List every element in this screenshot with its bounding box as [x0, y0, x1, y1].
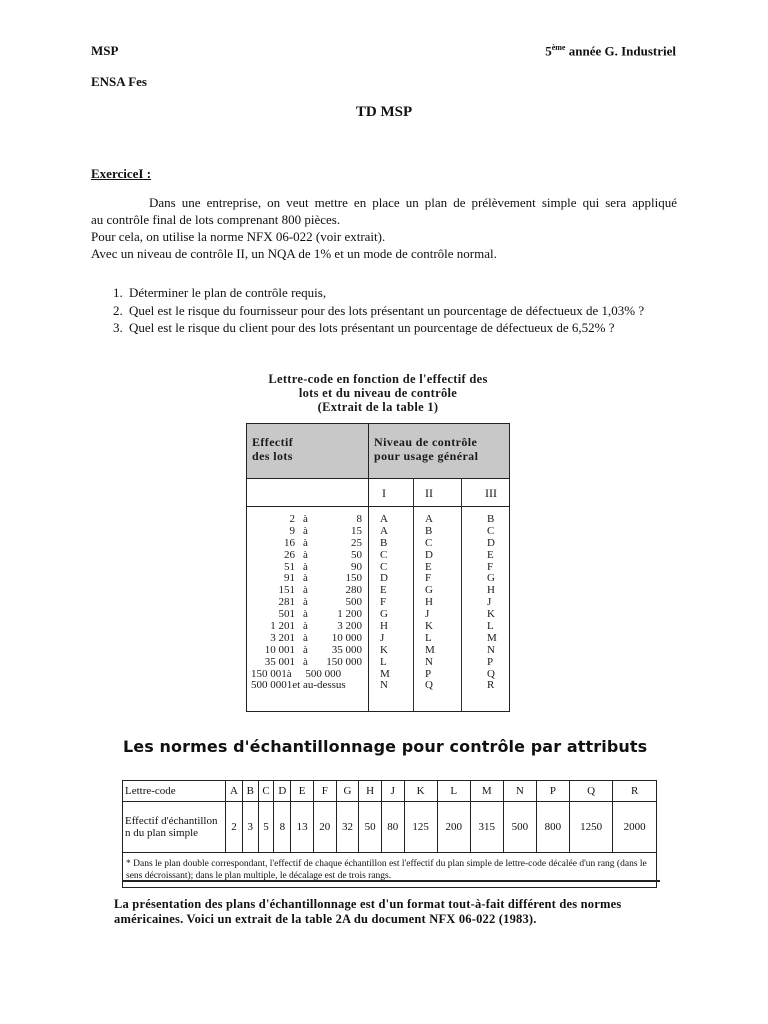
table-cell: 26 [284, 548, 295, 561]
table-cell: 3 200 [337, 620, 362, 633]
code-letter-cell: B [242, 781, 258, 802]
table-cell: 10 000 [331, 631, 362, 644]
table-cell: 16 [284, 536, 295, 549]
sample-size-cell: 32 [336, 802, 359, 853]
table1-col2-header [374, 435, 478, 463]
table-cell: F [425, 572, 432, 585]
table1-caption-line2: lots et du niveau de contrôle [298, 386, 458, 400]
table-cell: 151 [278, 584, 295, 597]
exercise-para1: Dans une entreprise, on veut mettre en place un plan de prélèvement simple qui sera appliqué [149, 195, 677, 210]
table-cell: à [303, 572, 308, 585]
table-cell: 51 [284, 560, 295, 573]
header-year-rest: année G. Industriel [565, 43, 676, 59]
exercise-para3: Avec un niveau de contrôle II, un NQA de 1% et un mode de contrôle normal. [91, 246, 497, 261]
table2-footer-line1: La présentation des plans d'échantillonnage est d'un format tout-à-fait différent des normes [114, 897, 622, 911]
table1-caption-line3: (Extrait de la table 1) [317, 400, 439, 414]
table-cell: 1 200 [337, 608, 362, 621]
header-course: MSP [91, 43, 119, 58]
table-cell: C [487, 524, 495, 537]
table-cell: Q [487, 667, 495, 680]
table-cell: H [487, 584, 495, 597]
table-cell: à [303, 620, 308, 633]
code-letter-cell: Q [569, 781, 612, 802]
table-cell: A [380, 524, 388, 537]
code-letter-cell: H [359, 781, 382, 802]
table-row [247, 645, 509, 657]
code-letter-cell: K [404, 781, 437, 802]
table-cell: A [380, 513, 388, 525]
question-text: Quel est le risque du fournisseur pour des lots présentant un pourcentage de défectueux de 1,03% ? [129, 303, 645, 318]
table-cell: à [303, 513, 308, 525]
code-letter-cell: M [470, 781, 503, 802]
table-cell: à [303, 548, 308, 561]
header-year-sup: ème [551, 43, 566, 52]
table-cell: 15 [351, 524, 362, 537]
question-number: 2. [113, 303, 123, 318]
code-letter-cell: F [313, 781, 336, 802]
table-cell: D [487, 536, 495, 549]
table-cell: G [380, 608, 388, 621]
exercise-statement [91, 194, 677, 262]
exercise-para1b: au contrôle final de lots comprenant 800 pièces. [91, 212, 341, 227]
table-row [123, 853, 657, 888]
sample-size-cell: 200 [437, 802, 470, 853]
question-number: 1. [113, 285, 123, 300]
table-cell: F [380, 596, 387, 609]
table-cell: 8 [356, 513, 362, 525]
table-cell: C [380, 560, 388, 573]
table1-caption [246, 372, 510, 414]
table-cell: R [487, 679, 495, 692]
sample-size-cell: 5 [258, 802, 274, 853]
code-letter-cell: A [226, 781, 243, 802]
question-list [91, 284, 677, 336]
table-cell: P [487, 655, 494, 668]
table-cell: à [303, 524, 308, 537]
table-cell: K [425, 620, 433, 633]
row-label: Effectif d'échantillon n du plan simple [123, 802, 226, 853]
sample-size-cell: 80 [381, 802, 404, 853]
table-cell: H [380, 620, 388, 633]
table-cell: D [380, 572, 388, 585]
table-cell: G [425, 584, 433, 597]
table2-footer [114, 897, 674, 927]
table-cell: F [487, 560, 494, 573]
table-cell: K [487, 608, 495, 621]
table-cell: A [425, 513, 433, 525]
table-cell: E [425, 560, 432, 573]
table1-level-band [247, 478, 509, 507]
table-cell: E [380, 584, 387, 597]
sample-size-cell: 13 [291, 802, 314, 853]
table-cell: 500 0001et au-dessus [251, 679, 346, 692]
table-cell: 501 [278, 608, 295, 621]
table-cell: L [425, 631, 432, 644]
table-cell: P [425, 667, 432, 680]
table-cell: C [380, 548, 388, 561]
level-header: III [485, 486, 497, 500]
sample-size-cell: 20 [313, 802, 336, 853]
table-cell: B [425, 524, 433, 537]
table2-note: * Dans le plan double correspondant, l'effectif de chaque échantillon est l'effectif du plan simple de lettre-code décalée d'un rang (dans le sens décroissant); dans le plan multiple, le décalage est de trois rangs. [123, 853, 657, 888]
sample-size-cell: 50 [359, 802, 382, 853]
table-cell: J [487, 596, 492, 609]
table-cell: 50 [351, 548, 362, 561]
sample-size-cell: 1250 [569, 802, 612, 853]
table-cell: 90 [351, 560, 362, 573]
code-letter-cell: N [503, 781, 536, 802]
table-cell: N [425, 655, 433, 668]
table-cell: M [425, 643, 435, 656]
code-letter-cell: J [381, 781, 404, 802]
table-cell: 35 000 [331, 643, 362, 656]
lettre-code-table [246, 423, 510, 712]
page-title: TD MSP [355, 104, 413, 120]
code-letter-cell: R [613, 781, 657, 802]
table-row [247, 526, 509, 538]
table-row [247, 680, 509, 692]
sample-size-table [122, 780, 657, 888]
table-cell: 10 001 [264, 643, 295, 656]
table-cell: Q [425, 679, 433, 692]
code-letter-cell: D [274, 781, 291, 802]
code-letter-cell: L [437, 781, 470, 802]
code-letter-cell: P [536, 781, 569, 802]
table-cell: 150 001à 500 000 [251, 667, 342, 680]
table2-bottom-rule [122, 880, 660, 882]
table-cell: à [303, 584, 308, 597]
table-cell: 2 [289, 513, 295, 525]
table-row [123, 802, 657, 853]
sample-size-cell: 2000 [613, 802, 657, 853]
table-cell: 150 000 [326, 655, 362, 668]
question-text: Quel est le risque du client pour des lots présentant un pourcentage de défectueux de 6,52% ? [129, 320, 615, 335]
table-cell: L [487, 620, 494, 633]
table-cell: 91 [284, 572, 295, 585]
level-header: I [382, 486, 386, 500]
sample-size-cell: 3 [242, 802, 258, 853]
table-cell: à [303, 536, 308, 549]
table-cell: à [303, 596, 308, 609]
table-row [247, 514, 509, 526]
table2-footer-line2: américaines. Voici un extrait de la table 2A du document NFX 06-022 (1983). [114, 912, 537, 926]
row-label: Lettre-code [123, 781, 226, 802]
table-cell: N [487, 643, 495, 656]
table-cell: J [380, 631, 385, 644]
table-cell: H [425, 596, 433, 609]
table-row [247, 550, 509, 562]
table-cell: E [487, 548, 494, 561]
table1-col1-header [252, 435, 293, 463]
question-item [91, 302, 677, 319]
table-cell: B [380, 536, 388, 549]
table-cell: 3 201 [270, 631, 295, 644]
table-cell: 1 201 [270, 620, 295, 633]
level-header: II [425, 486, 433, 500]
code-letter-cell: E [291, 781, 314, 802]
exercise-heading: ExerciceI : [91, 166, 152, 181]
table-cell: à [303, 560, 308, 573]
table1-col1-header-line: des lots [252, 449, 293, 463]
code-letter-cell: C [258, 781, 274, 802]
header-school: ENSA Fes [91, 74, 147, 89]
table-cell: à [303, 631, 308, 644]
table-cell: 25 [351, 536, 362, 549]
header-year-num: 5 [545, 43, 552, 59]
table-cell: C [425, 536, 433, 549]
question-item [91, 319, 677, 336]
table1-caption-line1: Lettre-code en fonction de l'effectif des [268, 372, 488, 386]
table-row [247, 633, 509, 645]
table-cell: 281 [278, 596, 295, 609]
question-number: 3. [113, 320, 123, 335]
table-cell: L [380, 655, 387, 668]
table-row [247, 657, 509, 669]
table2-title: Les normes d'échantillonnage pour contrôle par attributs [123, 737, 648, 756]
exercise-para2: Pour cela, on utilise la norme NFX 06-022 (voir extrait). [91, 229, 386, 244]
table-cell: 150 [345, 572, 362, 585]
table-cell: 500 [345, 596, 362, 609]
table-cell: 9 [289, 524, 295, 537]
table-cell: N [380, 679, 388, 692]
question-item [91, 284, 677, 301]
sample-size-cell: 125 [404, 802, 437, 853]
question-text: Déterminer le plan de contrôle requis, [129, 285, 327, 300]
table-cell: M [487, 631, 497, 644]
sample-size-cell: 500 [503, 802, 536, 853]
table-cell: D [425, 548, 433, 561]
table1-col2-header-line: Niveau de contrôle [374, 435, 478, 449]
sample-size-cell: 800 [536, 802, 569, 853]
table-cell: à [303, 643, 308, 656]
table-row [123, 781, 657, 802]
table-cell: M [380, 667, 390, 680]
table-cell: 280 [345, 584, 362, 597]
code-letter-cell: G [336, 781, 359, 802]
table-cell: K [380, 643, 388, 656]
table-cell: à [303, 655, 308, 668]
table-cell: J [425, 608, 430, 621]
sample-size-cell: 8 [274, 802, 291, 853]
table1-col2-header-line: pour usage général [374, 449, 479, 463]
table-cell: à [303, 608, 308, 621]
sample-size-cell: 315 [470, 802, 503, 853]
table-cell: 35 001 [264, 655, 295, 668]
table-cell: G [487, 572, 495, 585]
header-year [545, 43, 676, 59]
sample-size-cell: 2 [226, 802, 243, 853]
table1-col1-header-line: Effectif [252, 435, 294, 449]
table-row [247, 538, 509, 550]
table1-rows [247, 514, 509, 692]
table-cell: B [487, 513, 495, 525]
